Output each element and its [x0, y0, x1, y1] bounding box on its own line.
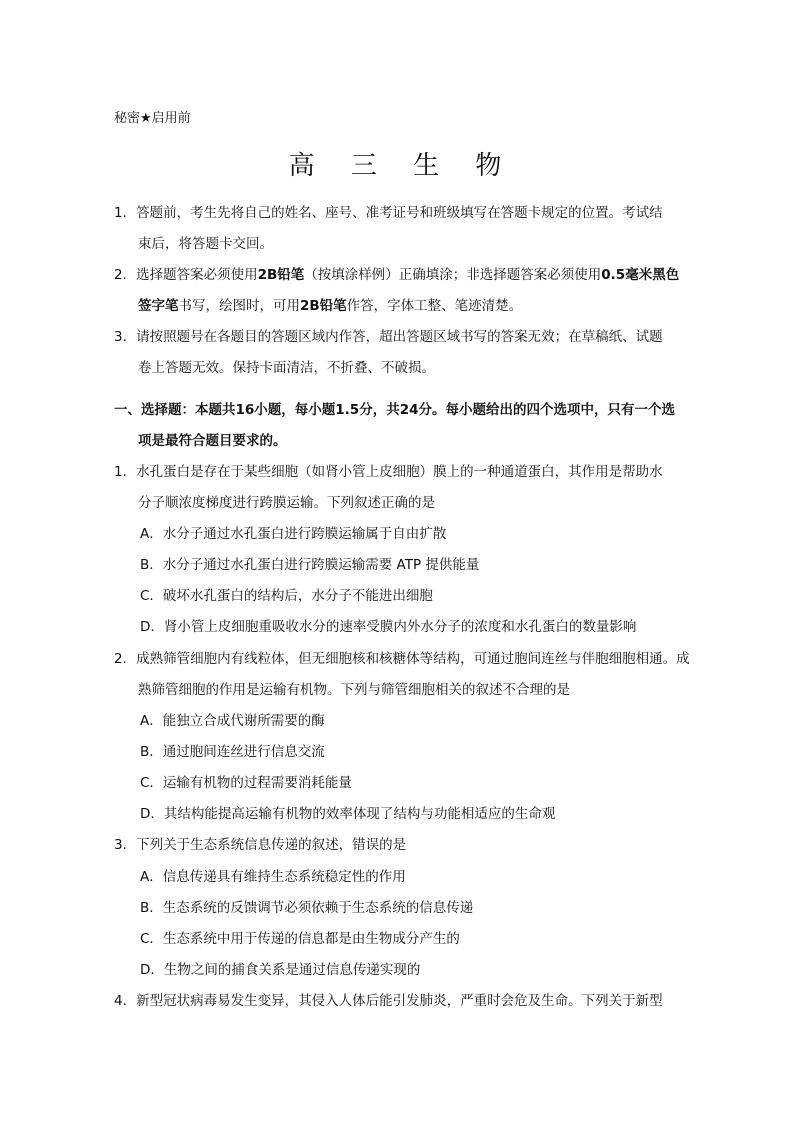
question-1-option-a: A．水分子通过水孔蛋白进行跨膜运输属于自由扩散	[140, 526, 447, 542]
question-2-option-a: A．能独立合成代谢所需要的酶	[140, 713, 325, 729]
question-3-option-b: B．生态系统的反馈调节必须依赖于生态系统的信息传递	[140, 900, 474, 916]
question-2-stem-line-2: 熟筛管细胞的作用是运输有机物。下列与筛管细胞相关的叙述不合理的是	[138, 682, 570, 698]
note-3-line-1: 3．请按照题号在各题目的答题区域内作答，超出答题区域书写的答案无效；在草稿纸、试题	[114, 329, 663, 345]
note-2-line-2	[138, 297, 522, 315]
note-2-text-c: （按填涂样例）正确填涂；非选择题答案必须使用	[304, 267, 602, 283]
note-2-text-a: 2．选择题答案必须使用	[114, 267, 258, 283]
question-3-stem-line-1: 3．下列关于生态系统信息传递的叙述，错误的是	[114, 837, 407, 853]
note-2-text-h: 作答，字体工整、笔迹清楚。	[346, 298, 523, 314]
secret-label: 秘密★启用前	[114, 111, 191, 126]
question-3-option-c: C．生态系统中用于传递的信息都是由生物成分产生的	[140, 931, 460, 947]
note-2-bold-b: 2B铅笔	[257, 267, 305, 283]
note-2-bold-d: 0.5毫米黑色	[601, 267, 680, 283]
question-1-option-c: C．破坏水孔蛋白的结构后，水分子不能进出细胞	[140, 588, 433, 604]
question-3-option-a: A．信息传递具有维持生态系统稳定性的作用	[140, 869, 406, 885]
section-heading-line-2: 项是最符合题目要求的。	[138, 433, 287, 449]
question-4-stem-line-1: 4．新型冠状病毒易发生变异，其侵入人体后能引发肺炎，严重时会危及生命。下列关于新型	[114, 993, 663, 1009]
question-1-stem-line-1: 1．水孔蛋白是存在于某些细胞（如肾小管上皮细胞）膜上的一种通道蛋白，其作用是帮助水	[114, 464, 663, 480]
section-heading-line-1: 一、选择题：本题共16小题，每小题1.5分，共24分。每小题给出的四个选项中，只有一个选	[114, 402, 675, 418]
note-3-line-2: 卷上答题无效。保持卡面清洁，不折叠、不破损。	[138, 360, 435, 376]
question-2-stem-line-1: 2．成熟筛管细胞内有线粒体，但无细胞核和核糖体等结构，可通过胞间连丝与伴胞细胞相通。成	[114, 651, 690, 667]
question-1-option-d: D．肾小管上皮细胞重吸收水分的速率受膜内外水分子的浓度和水孔蛋白的数量影响	[140, 619, 637, 635]
note-2-text-f: 书写，绘图时，可用	[178, 298, 300, 314]
question-2-option-b: B．通过胞间连丝进行信息交流	[140, 744, 325, 760]
question-1-stem-line-2: 分子顺浓度梯度进行跨膜运输。下列叙述正确的是	[138, 495, 435, 511]
question-1-option-b: B．水分子通过水孔蛋白进行跨膜运输需要 ATP 提供能量	[140, 557, 480, 573]
note-2-bold-g: 2B铅笔	[300, 298, 347, 314]
note-1-line-2: 束后，将答题卡交回。	[138, 236, 273, 252]
question-2-option-c: C．运输有机物的过程需要消耗能量	[140, 775, 352, 791]
note-2-bold-e: 签字笔	[138, 298, 179, 314]
note-1-line-1: 1．答题前，考生先将自己的姓名、座号、准考证号和班级填写在答题卡规定的位置。考试结	[114, 205, 663, 221]
question-2-option-d: D．其结构能提高运输有机物的效率体现了结构与功能相适应的生命观	[140, 806, 556, 822]
note-2-line-1	[114, 266, 679, 284]
page-title: 高 三 生 物	[288, 151, 516, 181]
question-3-option-d: D．生物之间的捕食关系是通过信息传递实现的	[140, 962, 421, 978]
